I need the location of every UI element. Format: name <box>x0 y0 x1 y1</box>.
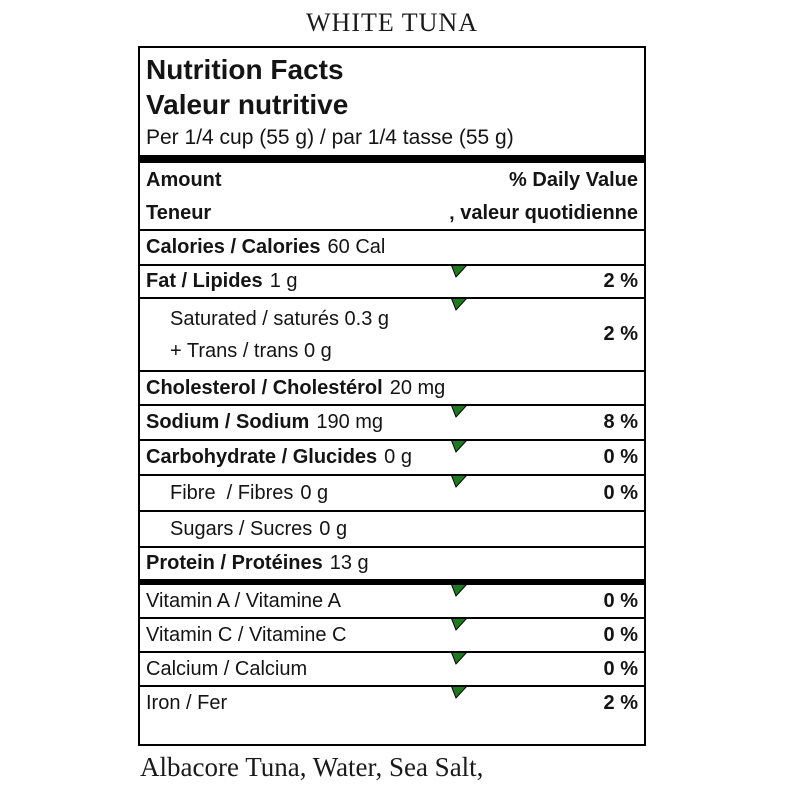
nutrient-amount: 190 mg <box>316 411 384 433</box>
nutrient-amount: 0 g <box>319 517 348 540</box>
serving-size: Per 1/4 cup (55 g) / par 1/4 tasse (55 g) <box>146 126 514 149</box>
green-flag-icon <box>451 584 467 597</box>
nutrient-name: Iron / Fer <box>146 692 228 714</box>
product-title: WHITE TUNA <box>306 8 478 37</box>
percent-value: 0 % <box>603 481 638 504</box>
nutrient-name: Fibre / Fibres <box>170 481 294 504</box>
percent-value: 0 % <box>603 589 638 612</box>
nutrient-name: Carbohydrate / Glucides <box>146 446 378 468</box>
label-header <box>140 48 644 155</box>
ingredients-line: Albacore Tuna, Water, Sea Salt, <box>140 752 484 782</box>
green-flag-icon <box>451 440 467 453</box>
nutrient-name-and-amount <box>146 446 412 469</box>
nutrient-name-and-amount <box>146 270 298 293</box>
row-fibre <box>140 476 644 512</box>
row-vitamin-a <box>140 585 644 619</box>
nutrient-amount: 20 mg <box>389 376 446 399</box>
nutrient-name-and-amount <box>146 658 314 681</box>
green-flag-icon <box>451 298 467 311</box>
percent-value: 0 % <box>603 446 638 468</box>
amount-header-en: Amount <box>146 169 222 191</box>
nutrient-amount: 13 g <box>329 552 369 574</box>
nutrient-name: Calcium / Calcium <box>146 657 308 680</box>
nutrient-name: Cholesterol / Cholestérol <box>146 376 383 399</box>
daily-value-header-fr: ‚ valeur quotidienne <box>449 202 638 224</box>
nutrient-name: Sodium / Sodium <box>146 411 310 433</box>
nutrient-name-and-amount <box>146 692 234 715</box>
nutrient-amount: 0 g <box>300 481 329 504</box>
row-carbohydrate <box>140 441 644 476</box>
nutrient-name-and-amount <box>170 307 389 363</box>
nutrient-name: Calories / Calories <box>146 236 321 258</box>
nutrient-name: Vitamin A / Vitamine A <box>146 589 341 612</box>
row-saturated-trans <box>140 299 644 372</box>
nutrient-name: Fat / Lipides <box>146 270 263 292</box>
nutrient-name-and-amount <box>146 411 383 434</box>
saturated-line: Saturated / saturés 0.3 g <box>170 307 390 330</box>
percent-value: 0 % <box>603 623 638 646</box>
nutrient-name-and-amount <box>170 482 328 505</box>
row-calories <box>140 231 644 266</box>
green-flag-icon <box>451 618 467 631</box>
row-cholesterol <box>140 372 644 406</box>
nutrient-name: Protein / Protéines <box>146 552 323 574</box>
row-calcium <box>140 653 644 687</box>
nutrition-facts-label <box>138 46 646 746</box>
row-vitamin-c <box>140 619 644 653</box>
row-iron <box>140 687 644 720</box>
row-protein <box>140 548 644 579</box>
label-title-en: Nutrition Facts <box>146 54 344 85</box>
nutrient-amount: 60 Cal <box>327 236 386 258</box>
nutrient-name: Vitamin C / Vitamine C <box>146 623 347 646</box>
green-flag-icon <box>451 405 467 418</box>
nutrient-name-and-amount <box>146 624 353 647</box>
nutrient-name: Sugars / Sucres <box>170 517 313 540</box>
green-flag-icon <box>451 686 467 699</box>
nutrient-name-and-amount <box>170 518 347 541</box>
column-header-fr <box>140 198 644 231</box>
green-flag-icon <box>451 475 467 488</box>
row-sodium <box>140 406 644 441</box>
green-flag-icon <box>451 265 467 278</box>
percent-value: 8 % <box>603 411 638 433</box>
nutrient-amount: 1 g <box>269 270 298 292</box>
green-flag-icon <box>451 652 467 665</box>
percent-value: 0 % <box>603 657 638 680</box>
thick-divider-top <box>140 155 644 163</box>
percent-value: 2 % <box>603 270 638 292</box>
amount-header-fr: Teneur <box>146 202 212 224</box>
nutrient-name-and-amount <box>146 236 385 259</box>
column-header-en <box>140 163 644 198</box>
nutrient-name-and-amount <box>146 377 445 400</box>
label-title-fr: Valeur nutritive <box>146 89 349 120</box>
nutrient-amount: 0 g <box>384 446 412 468</box>
percent-value: 2 % <box>603 692 638 714</box>
daily-value-header-en: % Daily Value <box>509 169 638 191</box>
trans-line: + Trans / trans 0 g <box>170 339 332 362</box>
nutrient-name-and-amount <box>146 590 348 613</box>
row-sugars <box>140 512 644 548</box>
nutrient-name-and-amount <box>146 552 369 575</box>
percent-value: 2 % <box>603 323 638 345</box>
row-fat <box>140 266 644 299</box>
